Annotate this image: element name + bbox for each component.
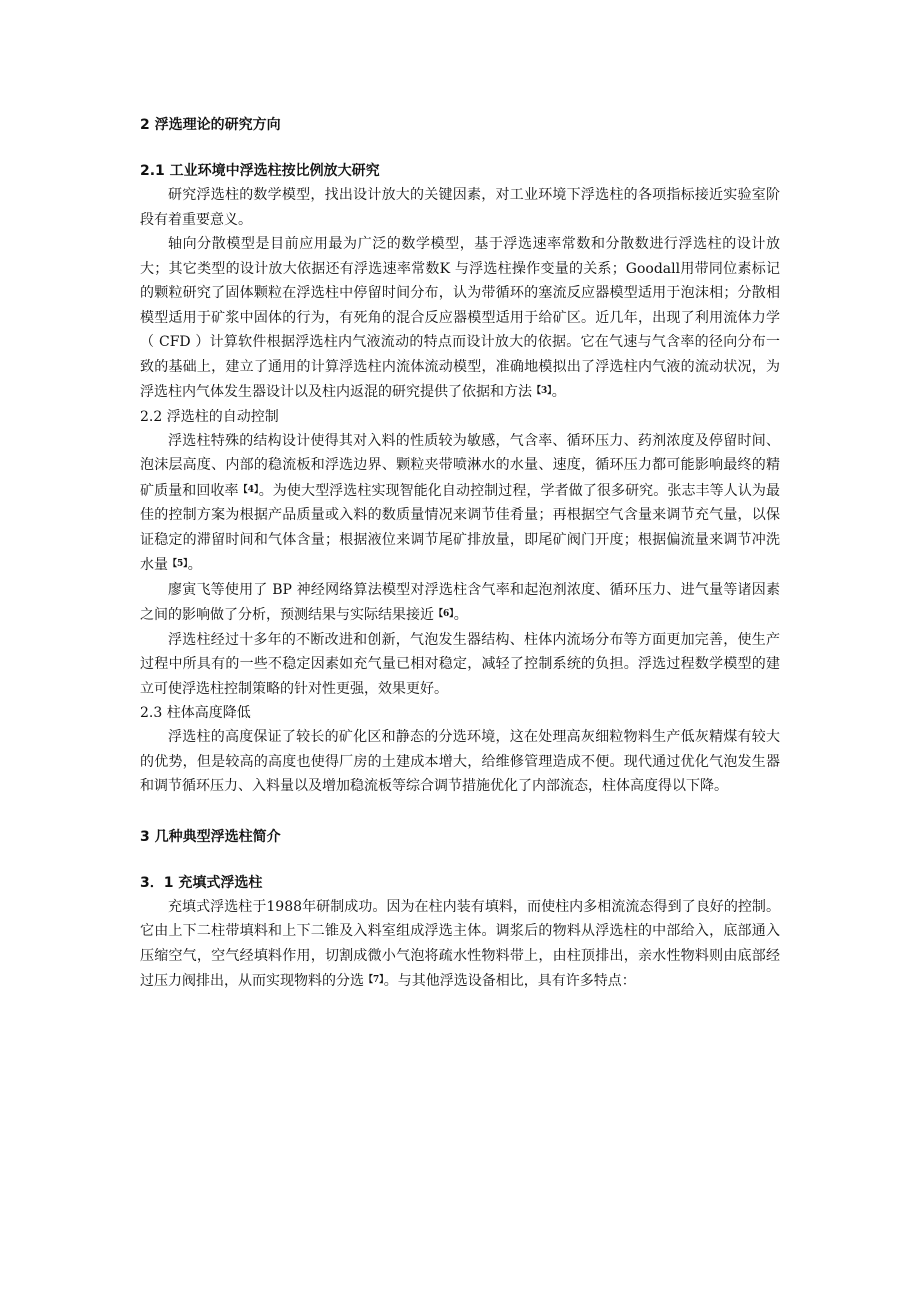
section-2-2-paragraph-3: 浮选柱经过十多年的不断改进和创新，气泡发生器结构、柱体内流场分布等方面更加完善，使生产过程中所具有的一些不稳定因素如充气量已相对稳定，减轻了控制系统的负担。浮选过程数学模型的建立可使浮选柱控制策略的针对性更强，效果更好。 <box>140 631 780 697</box>
citation: 【5】 <box>168 559 188 569</box>
section-2-2-paragraph-2 <box>140 578 780 628</box>
paragraph-text: 。与其他浮选设备相比，具有许多特点： <box>383 973 636 989</box>
section-2-1-paragraph-1: 研究浮选柱的数学模型，找出设计放大的关键因素，对工业环境下浮选柱的各项指标接近实验室阶段有着重要意义。 <box>140 187 780 228</box>
citation: 【4】 <box>238 484 259 495</box>
section-2-heading: 2 浮选理论的研究方向 <box>140 117 281 133</box>
paragraph-text: 。为使大型浮选柱实现智能化自动控制过程，学者做了很多研究。张志丰等人认为最佳的控制方案为根据产品质量或入料的数质量情况来调节佳肴量；再根据空气含量来调节充气量，以保证稳定的滞留时间和气体含量；根据液位来调节尾矿排放量，即尾矿阀门开度；根据偏流量来调节冲洗水量 <box>140 482 781 573</box>
paragraph-text: 廖寅飞等使用了 BP 神经网络算法模型对浮选柱含气率和起泡剂浓度、循环压力、进气量等诸因素之间的影响做了分析，预测结果与实际结果接近 <box>140 581 780 623</box>
paragraph-end: 。 <box>187 557 202 573</box>
section-2-3-heading: 2.3 柱体高度降低 <box>140 705 251 721</box>
citation: 【3】 <box>532 386 552 396</box>
section-2-1-paragraph-2 <box>140 232 780 405</box>
document-page <box>140 113 780 994</box>
section-2-3-paragraph-1: 浮选柱的高度保证了较长的矿化区和静态的分选环境，这在处理高灰细粒物料生产低灰精煤有较大的优势，但是较高的高度也使得厂房的土建成本增大，给维修管理造成不便。现代通过优化气泡发生器和调节循环压力、入料量以及增加稳流板等综合调节措施优化了内部流态，柱体高度得以下降。 <box>140 729 780 794</box>
paragraph-text: 充填式浮选柱于1988年研制成功。因为在柱内装有填料，而使柱内多相流流态得到了良好的控制。它由上下二柱带填料和上下二锥及入料室组成浮选主体。调浆后的物料从浮选柱的中部给入，底部通入压缩空气，空气经填料作用，切割成微小气泡将疏水性物料带上，由柱顶排出，亲水性物料则由底部经过压力阀排出，从而实现物料的分选 <box>140 898 780 989</box>
paragraph-end: 。 <box>453 607 468 623</box>
section-2-2-paragraph-1 <box>140 429 780 578</box>
section-2-1-heading: 2.1 工业环境中浮选柱按比例放大研究 <box>140 163 380 179</box>
section-3-1-heading: 3．1 充填式浮选柱 <box>140 874 263 891</box>
section-2-2-heading: 2.2 浮选柱的自动控制 <box>140 408 279 425</box>
citation: 【6】 <box>434 609 454 619</box>
citation: 【7】 <box>364 975 384 985</box>
section-3-1-paragraph-1 <box>140 895 780 994</box>
paragraph-text: 轴向分散模型是目前应用最为广泛的数学模型，基于浮选速率常数和分散数进行浮选柱的设计放大；其它类型的设计放大依据还有浮选速率常数K 与浮选柱操作变量的关系；Goodall用带同位素标记的颗粒研究了固体颗粒在浮选柱中停留时间分布，认为带循环的塞流反应器模型适用于泡沫相；分散相模型适用于矿浆中固体的行为，有死角的混合反应器模型适用于给矿区。近几年，出现了利用流体力学（ CFD ）计算软件根据浮选柱内气液流动的特点而设计放大的依据。它在气速与气含率的径向分布一致的基础上，建立了通用的计算浮选柱内流体流动模型，准确地模拟出了浮选柱内气液的流动状况，为浮选柱内气体发生器设计以及柱内返混的研究提供了依据和方法 <box>140 236 780 400</box>
paragraph-text: 浮选柱特殊的结构设计使得其对入料的性质较为敏感，气含率、循环压力、药剂浓度及停留时间、泡沫层高度、内部的稳流板和浮选边界、颗粒夹带喷淋水的水量、速度，循环压力都可能影响最终的精矿质量和回收率 <box>140 432 780 499</box>
paragraph-end: 。 <box>551 384 566 400</box>
section-3-heading: 3 几种典型浮选柱简介 <box>140 828 281 845</box>
